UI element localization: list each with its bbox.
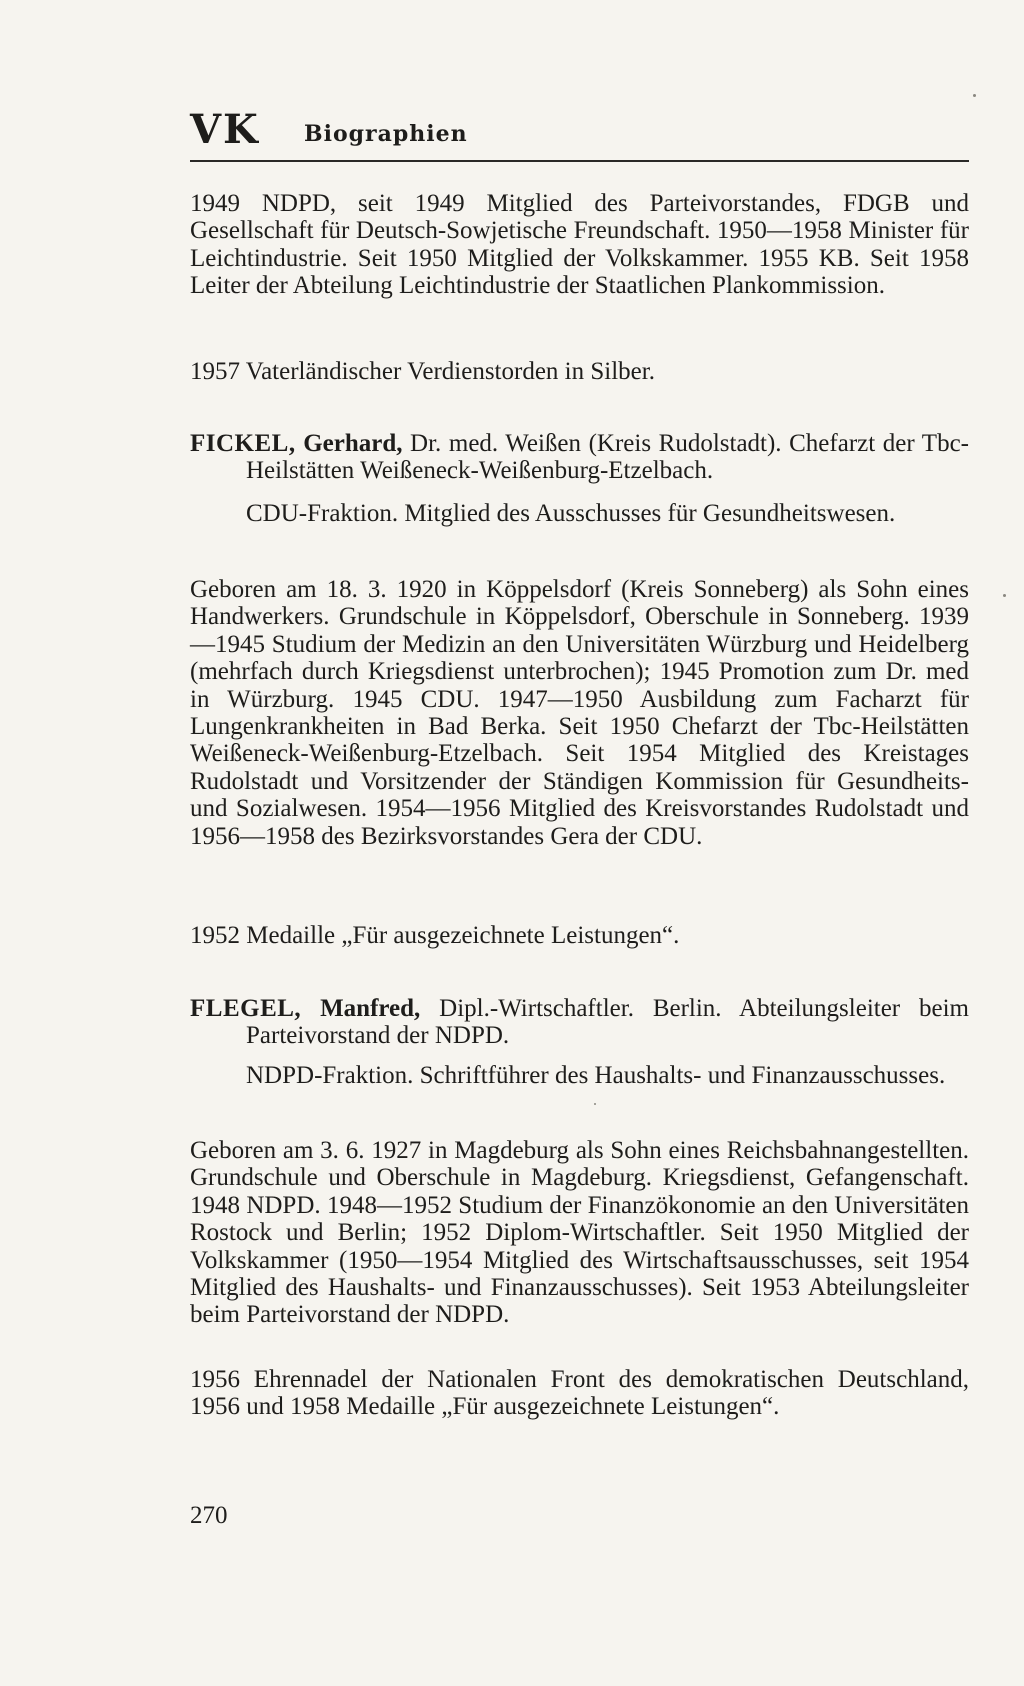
continuation-career: 1949 NDPD, seit 1949 Mitglied des Parteivorstandes, FDGB und Gesellschaft für Deutsch-Sowjetische Freundschaft. 1950—1958 Minister für Leichtindustrie. Seit 1950 Mitglied der Volkskammer. 1955 KB. Seit 1958 Leiter der Abteilung Leichtindustrie der Staatlichen Plankommission. xyxy=(190,190,969,300)
entry-faction: NDPD-Fraktion. Schriftführer des Haushalts- und Finanzausschusses. xyxy=(246,1062,946,1089)
entry-awards: 1956 Ehrennadel der Nationalen Front des demokratischen Deutschland, 1956 und 1958 Medaille „Für ausgezeichnete Leistungen“. xyxy=(190,1366,969,1421)
entry-title-text: Dr. med. Weißen (Kreis Rudolstadt). Chefarzt der Tbc-Heilstätten Weißeneck-Weißenburg-Etzelbach. xyxy=(246,430,970,485)
entry-surname: FICKEL, xyxy=(190,430,296,457)
entry-awards: 1952 Medaille „Für ausgezeichnete Leistungen“. xyxy=(190,922,680,949)
page-number: 270 xyxy=(190,1502,228,1529)
entry-biography: Geboren am 3. 6. 1927 in Magdeburg als Sohn eines Reichsbahnangestellten. Grundschule und Oberschule in Magdeburg. Kriegsdienst, Gefangenschaft. 1948 NDPD. 1948—1952 Studium der Finanzökonomie an den Universitäten Rostock und Berlin; 1952 Diplom-Wirtschaftler. Seit 1950 Mitglied der Volkskammer (1950—1954 Mitglied des Wirtschaftsausschusses, seit 1954 Mitglied des Haushalts- und Finanzausschusses). Seit 1953 Abteilungsleiter beim Parteivorstand der NDPD. xyxy=(190,1137,969,1329)
entry-firstname: Manfred, xyxy=(320,995,421,1022)
entry-heading-flegel xyxy=(190,995,969,1050)
entry-heading-fickel xyxy=(190,430,969,485)
entry-title-text: Dipl.-Wirtschaftler. Berlin. Abteilungsleiter beim Parteivorstand der NDPD. xyxy=(246,995,970,1050)
paper-speck xyxy=(973,94,976,97)
entry-firstname: Gerhard, xyxy=(303,430,403,457)
running-header xyxy=(190,108,969,158)
section-title: Biographien xyxy=(304,121,468,147)
continuation-awards: 1957 Vaterländischer Verdienstorden in Silber. xyxy=(190,358,655,385)
section-marker: VK xyxy=(190,106,260,153)
header-rule xyxy=(190,160,969,162)
paper-speck xyxy=(594,1103,596,1105)
entry-faction: CDU-Fraktion. Mitglied des Ausschusses für Gesundheitswesen. xyxy=(246,500,896,527)
entry-surname: FLEGEL, xyxy=(190,995,302,1022)
entry-biography: Geboren am 18. 3. 1920 in Köppelsdorf (Kreis Sonneberg) als Sohn eines Handwerkers. Grundschule in Köppelsdorf, Oberschule in Sonneberg. 1939—1945 Studium der Medizin an den Universitäten Würzburg und Heidelberg (mehrfach durch Kriegsdienst unterbrochen); 1945 Promotion zum Dr. med in Würzburg. 1945 CDU. 1947—1950 Ausbildung zum Facharzt für Lungenkrankheiten in Bad Berka. Seit 1950 Chefarzt der Tbc-Heilstätten Weißeneck-Weißenburg-Etzelbach. Seit 1954 Mitglied des Kreistages Rudolstadt und Vorsitzender der Ständigen Kommission für Gesundheits- und Sozialwesen. 1954—1956 Mitglied des Kreisvorstandes Rudolstadt und 1956—1958 des Bezirksvorstandes Gera der CDU. xyxy=(190,576,969,850)
paper-speck xyxy=(1003,594,1006,597)
